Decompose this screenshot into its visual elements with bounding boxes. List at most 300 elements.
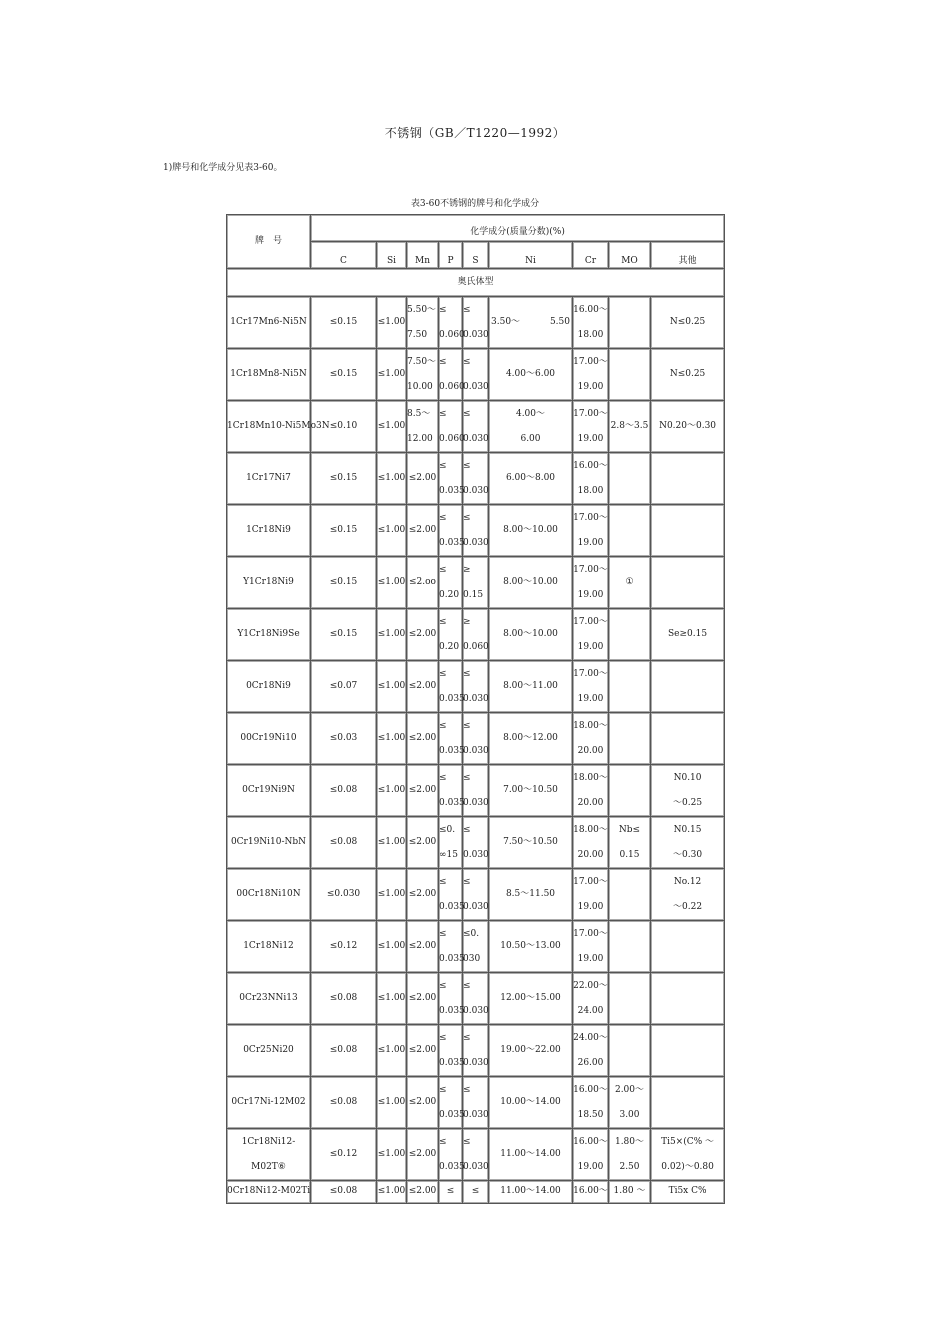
cell-line: 0.02)～0.80	[661, 1161, 714, 1172]
cell-line: ≤	[439, 1136, 447, 1147]
table-row	[227, 505, 725, 557]
cell-line: 0.030	[463, 537, 489, 548]
cell-line: 10.50～13.00	[500, 941, 561, 951]
cell-line: 0.035	[439, 1057, 465, 1068]
p-cell	[439, 713, 463, 765]
cell-line: 18.00～	[573, 772, 608, 783]
other-cell	[651, 973, 725, 1025]
cell-line: Ti5×(C% ～	[661, 1136, 715, 1147]
cell-line: 19.00	[577, 537, 604, 548]
s-cell	[463, 349, 489, 401]
grade-header: 牌 号	[227, 215, 311, 269]
cell-line: ≤0.03	[329, 733, 358, 743]
si-cell	[377, 1129, 407, 1181]
s-cell	[463, 973, 489, 1025]
s-cell	[463, 869, 489, 921]
cell-line: ≤1.00	[377, 733, 406, 743]
ni-cell	[489, 609, 573, 661]
cell-line: 8.00～10.00	[503, 525, 558, 535]
p-cell	[439, 609, 463, 661]
cell-line: ≤	[439, 668, 447, 679]
cell-line: 7.50～10.50	[503, 837, 558, 847]
other-cell	[651, 401, 725, 453]
table-row	[227, 1077, 725, 1129]
cell-line: 00Cr19Ni10	[240, 733, 297, 743]
cell-line: 2.00～	[614, 1084, 645, 1095]
si-cell	[377, 869, 407, 921]
si-cell	[377, 1077, 407, 1129]
si-cell: ≤1.00	[377, 1181, 407, 1204]
mn-cell	[407, 869, 439, 921]
cell-line: 17.00～	[573, 616, 608, 627]
cell-line: ≤	[463, 1136, 471, 1147]
cell-line: ≤1.00	[377, 941, 406, 951]
cell-line: ≤2.00	[408, 1149, 437, 1159]
mo-cell	[609, 453, 651, 505]
cell-line: 0.20	[439, 589, 460, 600]
other-cell	[651, 1025, 725, 1077]
cell-line: 19.00	[577, 433, 604, 444]
p-cell	[439, 973, 463, 1025]
grade-cell: 0Cr18Ni12-M02Ti	[227, 1181, 311, 1204]
cell-line: ≤0.12	[329, 1149, 358, 1159]
cell-line: ≤0.15	[329, 577, 358, 587]
cell-line: 1Cr17Mn6-Ni5N	[230, 317, 307, 327]
grade-cell	[227, 765, 311, 817]
p-cell	[439, 297, 463, 349]
mo-cell	[609, 609, 651, 661]
ni-cell	[489, 297, 573, 349]
s-cell	[463, 765, 489, 817]
cell-line: 0.030	[463, 1109, 489, 1120]
ni-cell	[489, 765, 573, 817]
cell-line: 17.00～	[573, 928, 608, 939]
cell-line: N0.10	[673, 772, 702, 783]
composition-header: 化学成分(质量分数)(%)	[311, 215, 725, 242]
grade-cell	[227, 505, 311, 557]
cell-line: 19.00	[577, 1161, 604, 1172]
table-row	[227, 453, 725, 505]
cell-line: ≤0.15	[329, 525, 358, 535]
cell-line: 0.030	[463, 1161, 489, 1172]
s-cell	[463, 453, 489, 505]
cell-line: 6.00～8.00	[505, 473, 556, 483]
cell-line: 0.035	[439, 1161, 465, 1172]
cell-line: ≤1.00	[377, 473, 406, 483]
cell-line: 17.00～	[573, 356, 608, 367]
cell-line: ≤	[439, 460, 447, 471]
cell-line: ≤0.15	[329, 369, 358, 379]
mo-cell	[609, 1129, 651, 1181]
cell-line: Y1Cr18Ni9	[243, 577, 294, 587]
cell-line: 24.00	[577, 1005, 604, 1016]
s-cell	[463, 1025, 489, 1077]
s-cell	[463, 557, 489, 609]
cell-line: 0.035	[439, 797, 465, 808]
cell-line: 12.00～15.00	[500, 993, 561, 1003]
s-cell	[463, 817, 489, 869]
cell-line: ≤	[463, 772, 471, 783]
cell-line: 16.00～	[573, 1136, 608, 1147]
cell-line: 0Cr19Ni10-NbN	[230, 837, 307, 847]
p-cell	[439, 661, 463, 713]
cell-line: 0.030	[463, 381, 489, 392]
si-cell	[377, 1025, 407, 1077]
grade-cell	[227, 557, 311, 609]
cell-line: ≤	[463, 460, 471, 471]
cell-line: ≤	[439, 1084, 447, 1095]
cell-line: 1Cr18Ni12	[243, 941, 294, 951]
cell-line: 0Cr18Ni9	[246, 681, 291, 691]
column-header: C	[311, 242, 377, 269]
cell-line: ≤	[439, 928, 447, 939]
cell-line: ≤1.00	[377, 785, 406, 795]
other-cell: Ti5x C%	[651, 1181, 725, 1204]
c-cell	[311, 557, 377, 609]
si-cell	[377, 973, 407, 1025]
cell-line: 12.00	[407, 433, 433, 444]
page-title: 不锈钢（GB／T1220—1992）	[384, 126, 566, 140]
mo-cell	[609, 713, 651, 765]
cell-line: ≤1.00	[377, 837, 406, 847]
cell-line: 19.00	[577, 901, 604, 912]
cell-line: ≤2.00	[408, 681, 437, 691]
other-cell	[651, 453, 725, 505]
mo-cell: 1.80 ～	[609, 1181, 651, 1204]
c-cell	[311, 869, 377, 921]
cell-line: ≤	[439, 1032, 447, 1043]
table-caption: 表3-60不锈钢的牌号和化学成分	[410, 199, 540, 209]
si-cell	[377, 661, 407, 713]
cell-line: 7.50～	[407, 356, 437, 367]
c-cell	[311, 1129, 377, 1181]
s-cell	[463, 505, 489, 557]
c-cell	[311, 349, 377, 401]
ni-cell	[489, 817, 573, 869]
mo-cell	[609, 765, 651, 817]
cell-line: 7.00～10.50	[503, 785, 558, 795]
si-cell	[377, 713, 407, 765]
cell-line: ≤	[439, 876, 447, 887]
cell-line: ≤	[463, 720, 471, 731]
cell-line: 0.15	[463, 589, 484, 600]
cr-cell	[573, 1077, 609, 1129]
cr-cell	[573, 349, 609, 401]
table-row	[227, 713, 725, 765]
table-row	[227, 661, 725, 713]
c-cell	[311, 505, 377, 557]
cell-line: ≤	[463, 668, 471, 679]
cell-line: ≤2.00	[408, 1097, 437, 1107]
c-cell	[311, 453, 377, 505]
si-cell	[377, 817, 407, 869]
cell-line: ≤	[439, 356, 447, 367]
ni-cell	[489, 713, 573, 765]
cr-cell	[573, 713, 609, 765]
cell-line: ≤	[439, 564, 447, 575]
cell-line: ≤1.00	[377, 421, 406, 431]
grade-cell	[227, 661, 311, 713]
section-label: 奥氏体型	[227, 269, 725, 297]
cell-line: ≤0.10	[329, 421, 358, 431]
grade-cell	[227, 921, 311, 973]
other-cell	[651, 1077, 725, 1129]
other-cell	[651, 609, 725, 661]
table-row	[227, 973, 725, 1025]
cell-line: ≤	[439, 980, 447, 991]
cell-line: ≤0.	[463, 928, 480, 939]
cell-line: ≤2.00	[408, 473, 437, 483]
mo-cell	[609, 401, 651, 453]
cell-line: ≤2.00	[408, 1045, 437, 1055]
si-cell	[377, 349, 407, 401]
table-row	[227, 869, 725, 921]
cell-line: ≤1.00	[377, 577, 406, 587]
composition-table	[226, 214, 725, 1204]
mo-cell	[609, 505, 651, 557]
mn-cell	[407, 817, 439, 869]
si-cell	[377, 921, 407, 973]
s-cell	[463, 297, 489, 349]
ni-cell	[489, 921, 573, 973]
table-row	[227, 1181, 725, 1204]
c-cell	[311, 297, 377, 349]
cr-cell	[573, 973, 609, 1025]
cell-line: ≤0.15	[329, 473, 358, 483]
cell-line: ≤2.00	[408, 993, 437, 1003]
cell-line: ≤1.00	[377, 1149, 406, 1159]
s-cell	[463, 1077, 489, 1129]
other-cell	[651, 713, 725, 765]
table-row	[227, 1025, 725, 1077]
cell-line: N0.20～0.30	[659, 421, 717, 431]
c-cell	[311, 661, 377, 713]
p-cell	[439, 453, 463, 505]
table-row	[227, 817, 725, 869]
cell-line: 0.035	[439, 1109, 465, 1120]
cell-line: ≤1.00	[377, 1045, 406, 1055]
ni-cell	[489, 869, 573, 921]
cell-line: Se≥0.15	[668, 629, 708, 639]
cell-line: 17.00～	[573, 512, 608, 523]
cell-line: ≤	[463, 980, 471, 991]
cell-line: 8.5～	[407, 408, 431, 419]
cell-line: ≤	[439, 616, 447, 627]
other-cell	[651, 349, 725, 401]
cell-line: 0.030	[463, 433, 489, 444]
c-cell: ≤0.08	[311, 1181, 377, 1204]
other-cell	[651, 765, 725, 817]
intro-text: 1)牌号和化学成分见表3-60。	[163, 163, 283, 173]
c-cell	[311, 973, 377, 1025]
cell-line: ≤	[439, 772, 447, 783]
mo-cell	[609, 1077, 651, 1129]
ni-cell	[489, 401, 573, 453]
mn-cell	[407, 609, 439, 661]
cell-line: 0.035	[439, 693, 465, 704]
other-cell	[651, 869, 725, 921]
p-cell	[439, 1077, 463, 1129]
cell-line: ≤2.00	[408, 837, 437, 847]
cell-line: ≤2.00	[408, 629, 437, 639]
si-cell	[377, 557, 407, 609]
other-cell	[651, 557, 725, 609]
p-cell	[439, 765, 463, 817]
column-header: P	[439, 242, 463, 269]
s-cell	[463, 609, 489, 661]
cell-line: ≤0.	[439, 824, 456, 835]
mn-cell	[407, 1129, 439, 1181]
cell-line: 0Cr25Ni20	[243, 1045, 294, 1055]
table-row	[227, 401, 725, 453]
cell-line: ≤0.08	[329, 993, 358, 1003]
mn-cell	[407, 713, 439, 765]
cell-line: 00Cr18Ni10N	[236, 889, 301, 899]
table-row	[227, 609, 725, 661]
cell-line: ①	[625, 577, 634, 587]
cell-line: ≤0.030	[326, 889, 361, 899]
cr-cell: 16.00～	[573, 1181, 609, 1204]
column-header: Mn	[407, 242, 439, 269]
cell-line: 6.00	[520, 433, 541, 444]
cell-line: ≤	[439, 304, 447, 315]
column-header: Cr	[573, 242, 609, 269]
mo-cell	[609, 557, 651, 609]
cell-line: 0.060	[439, 329, 465, 340]
mn-cell	[407, 1077, 439, 1129]
mn-cell	[407, 765, 439, 817]
cell-line: 19.00	[577, 589, 604, 600]
s-cell	[463, 921, 489, 973]
ni-cell	[489, 661, 573, 713]
cell-line: ≤2.00	[408, 733, 437, 743]
cell-line: 1Cr18Ni12-	[241, 1136, 296, 1147]
cell-line: ≤	[463, 1084, 471, 1095]
cell-line: ≤0.08	[329, 837, 358, 847]
mo-cell	[609, 297, 651, 349]
cell-line: ≤1.00	[377, 525, 406, 535]
cell-line: ≤	[463, 304, 471, 315]
cell-line: ≤0.15	[329, 317, 358, 327]
cell-line: 0.030	[463, 797, 489, 808]
column-header: MO	[609, 242, 651, 269]
grade-cell	[227, 349, 311, 401]
cell-line: 18.00～	[573, 720, 608, 731]
p-cell	[439, 1129, 463, 1181]
cell-line: 0.20	[439, 641, 460, 652]
cell-line: 0.030	[463, 1057, 489, 1068]
cell-line: 2.8～3.5	[610, 421, 649, 431]
cell-line: 4.00～6.00	[505, 369, 556, 379]
c-cell	[311, 713, 377, 765]
cell-line: 1Cr18Mn8-Ni5N	[230, 369, 307, 379]
cell-line: ≥	[463, 616, 471, 627]
s-cell	[463, 661, 489, 713]
cell-line: ≤0.15	[329, 629, 358, 639]
cell-line: 0.030	[463, 849, 489, 860]
cell-line: ≤0.08	[329, 785, 358, 795]
p-cell	[439, 869, 463, 921]
other-cell	[651, 921, 725, 973]
cell-line: ≤1.00	[377, 889, 406, 899]
cell-line: 7.50	[407, 329, 428, 340]
ni-cell	[489, 453, 573, 505]
cell-line: ≤0.12	[329, 941, 358, 951]
s-cell	[463, 713, 489, 765]
cell-line: 19.00	[577, 641, 604, 652]
cell-line: 11.00～14.00	[500, 1149, 561, 1159]
c-cell	[311, 1077, 377, 1129]
cell-line: ∞15	[439, 849, 458, 860]
cell-line: 0.035	[439, 537, 465, 548]
cell-line: 18.00	[577, 485, 604, 496]
mo-cell	[609, 869, 651, 921]
cell-line: ≤	[463, 356, 471, 367]
cell-line: 0Cr19Ni9N	[242, 785, 295, 795]
cell-line: 18.50	[577, 1109, 604, 1120]
table-row	[227, 349, 725, 401]
cell-line: 17.00～	[573, 564, 608, 575]
mn-cell	[407, 1025, 439, 1077]
table-row	[227, 921, 725, 973]
cell-line: ≤2.oo	[409, 577, 436, 587]
grade-cell	[227, 869, 311, 921]
mo-cell	[609, 661, 651, 713]
ni-cell	[489, 1025, 573, 1077]
mo-cell	[609, 973, 651, 1025]
c-cell	[311, 609, 377, 661]
cell-line: 1.80～	[614, 1136, 645, 1147]
grade-cell	[227, 1077, 311, 1129]
column-header: Ni	[489, 242, 573, 269]
cell-line: 20.00	[577, 745, 604, 756]
cell-line: ≤	[439, 512, 447, 523]
p-cell	[439, 505, 463, 557]
cell-line: 19.00～22.00	[500, 1045, 561, 1055]
cell-line: 0.030	[463, 1005, 489, 1016]
cell-line: 1Cr18Mn10-Ni5Mo3N	[227, 421, 330, 431]
cr-cell	[573, 817, 609, 869]
cell-line: M02T⑥	[251, 1161, 286, 1172]
cell-line: 8.00～12.00	[503, 733, 558, 743]
cell-line: ≤2.00	[408, 785, 437, 795]
cell-line: 1Cr18Ni9	[246, 525, 291, 535]
mo-cell	[609, 817, 651, 869]
mn-cell	[407, 505, 439, 557]
other-cell	[651, 297, 725, 349]
p-cell	[439, 557, 463, 609]
ni-cell	[489, 557, 573, 609]
cell-line: ≤	[463, 876, 471, 887]
cell-line: 10.00	[407, 381, 433, 392]
cell-line: 0.035	[439, 745, 465, 756]
mn-cell	[407, 297, 439, 349]
cr-cell	[573, 869, 609, 921]
cell-line: N≤0.25	[669, 369, 706, 379]
cr-cell	[573, 453, 609, 505]
si-cell	[377, 765, 407, 817]
mn-cell	[407, 661, 439, 713]
cell-line: 1Cr17Ni7	[246, 473, 291, 483]
p-cell	[439, 401, 463, 453]
s-cell	[463, 1129, 489, 1181]
mn-cell	[407, 349, 439, 401]
cell-line: 8.5～11.50	[505, 889, 556, 899]
cell-line: ≤	[463, 512, 471, 523]
ni-cell	[489, 973, 573, 1025]
cell-line: 18.00	[577, 329, 604, 340]
cell-line: 19.00	[577, 381, 604, 392]
